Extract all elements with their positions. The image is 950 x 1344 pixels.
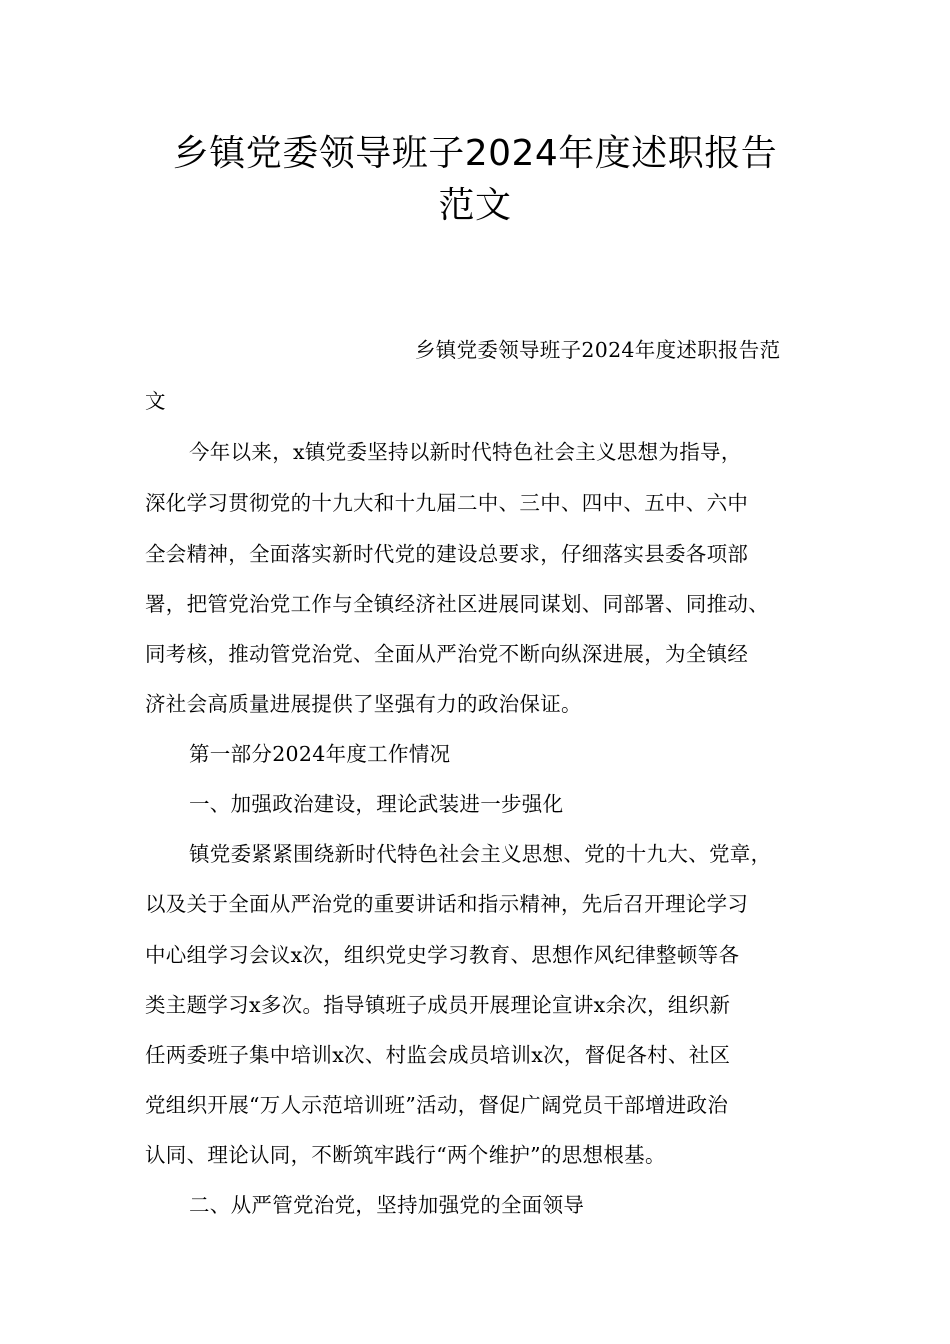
paragraph-line: 以及关于全面从严治党的重要讲话和指示精神，先后召开理论学习 bbox=[145, 892, 749, 916]
document-title-continued: 范文 bbox=[438, 185, 512, 226]
paragraph-line: 署，把管党治党工作与全镇经济社区进展同谋划、同部署、同推动、 bbox=[145, 592, 769, 616]
paragraph-line: 今年以来，x镇党委坚持以新时代特色社会主义思想为指导， bbox=[189, 440, 742, 464]
subtitle-line-continued: 文 bbox=[145, 389, 166, 413]
section-heading: 第一部分2024年度工作情况 bbox=[189, 742, 451, 766]
paragraph-line: 党组织开展“万人示范培训班”活动，督促广阔党员干部增进政治 bbox=[145, 1093, 729, 1117]
paragraph-line: 同考核，推动管党治党、全面从严治党不断向纵深进展，为全镇经 bbox=[145, 642, 749, 666]
paragraph-line: 镇党委紧紧围绕新时代特色社会主义思想、党的十九大、党章， bbox=[189, 842, 772, 866]
paragraph-line: 中心组学习会议x次，组织党史学习教育、思想作风纪律整顿等各 bbox=[145, 943, 740, 967]
paragraph-line: 认同、理论认同，不断筑牢践行“两个维护”的思想根基。 bbox=[145, 1143, 666, 1167]
paragraph-line: 全会精神，全面落实新时代党的建设总要求，仔细落实县委各项部 bbox=[145, 542, 749, 566]
section-heading: 一、加强政治建设，理论武装进一步强化 bbox=[189, 792, 564, 816]
subtitle-line: 乡镇党委领导班子2024年度述职报告范 bbox=[415, 338, 781, 362]
paragraph-line: 济社会高质量进展提供了坚强有力的政治保证。 bbox=[145, 692, 582, 716]
paragraph-line: 类主题学习x多次。指导镇班子成员开展理论宣讲x余次，组织新 bbox=[145, 993, 731, 1017]
paragraph-line: 任两委班子集中培训x次、村监会成员培训x次，督促各村、社区 bbox=[145, 1043, 731, 1067]
paragraph-line: 深化学习贯彻党的十九大和十九届二中、三中、四中、五中、六中 bbox=[145, 491, 749, 515]
document-title: 乡镇党委领导班子2024年度述职报告 bbox=[172, 133, 778, 174]
section-heading: 二、从严管党治党，坚持加强党的全面领导 bbox=[189, 1193, 585, 1217]
